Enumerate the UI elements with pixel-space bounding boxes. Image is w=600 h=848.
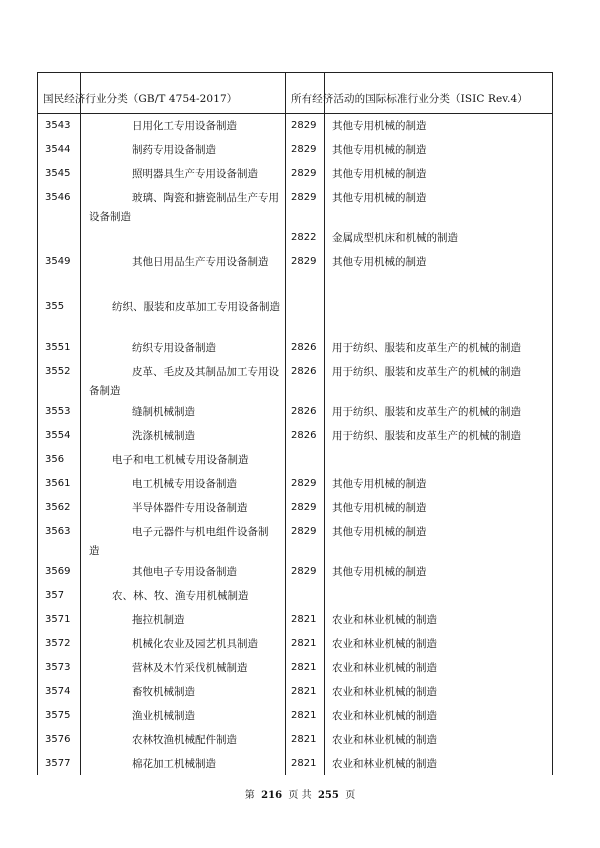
row-isic-name: 农业和林业机械的制造 xyxy=(332,686,437,698)
row-name: 电工机械专用设备制造 xyxy=(132,478,237,490)
row-name: 机械化农业及园艺机具制造 xyxy=(132,638,258,650)
row-code: 3575 xyxy=(45,710,71,721)
row-isic-code: 2826 xyxy=(291,342,317,353)
row-isic-code: 2829 xyxy=(291,478,317,489)
header-left: 国民经济行业分类（GB/T 4754-2017） xyxy=(43,93,238,105)
row-isic-name: 金属成型机床和机械的制造 xyxy=(332,232,458,244)
row-code: 3561 xyxy=(45,478,71,489)
row-name: 其他日用品生产专用设备制造 xyxy=(132,256,269,268)
row-isic-name: 用于纺织、服装和皮革生产的机械的制造 xyxy=(332,342,521,354)
page-footer xyxy=(0,786,600,801)
row-isic-code: 2821 xyxy=(291,662,317,673)
row-code: 355 xyxy=(45,301,65,312)
row-code: 3543 xyxy=(45,120,71,131)
row-name: 制药专用设备制造 xyxy=(132,144,216,156)
footer-middle: 页 共 xyxy=(288,790,312,801)
row-code: 3576 xyxy=(45,734,71,745)
row-isic-name: 农业和林业机械的制造 xyxy=(332,758,437,770)
header-right: 所有经济活动的国际标准行业分类（ISIC Rev.4） xyxy=(291,93,528,105)
table-border-right xyxy=(552,73,553,775)
row-name: 玻璃、陶瓷和搪瓷制品生产专用 xyxy=(132,192,279,204)
row-name: 设备制造 xyxy=(89,211,131,223)
row-name: 纺织专用设备制造 xyxy=(132,342,216,354)
row-isic-name: 农业和林业机械的制造 xyxy=(332,614,437,626)
classification-table xyxy=(37,72,553,775)
row-isic-name: 其他专用机械的制造 xyxy=(332,120,427,132)
row-code: 3569 xyxy=(45,566,71,577)
row-isic-name: 其他专用机械的制造 xyxy=(332,192,427,204)
row-isic-code: 2829 xyxy=(291,144,317,155)
row-code: 3574 xyxy=(45,686,71,697)
row-name: 皮革、毛皮及其制品加工专用设 xyxy=(132,366,279,378)
footer-suffix: 页 xyxy=(345,790,356,801)
row-isic-name: 其他专用机械的制造 xyxy=(332,478,427,490)
row-isic-name: 农业和林业机械的制造 xyxy=(332,734,437,746)
row-code: 3551 xyxy=(45,342,71,353)
row-isic-code: 2829 xyxy=(291,502,317,513)
row-name: 农、林、牧、渔专用机械制造 xyxy=(112,590,249,602)
row-code: 356 xyxy=(45,454,65,465)
row-code: 3553 xyxy=(45,406,71,417)
row-isic-code: 2829 xyxy=(291,192,317,203)
row-isic-code: 2821 xyxy=(291,758,317,769)
row-isic-code: 2829 xyxy=(291,120,317,131)
row-name: 棉花加工机械制造 xyxy=(132,758,216,770)
row-isic-code: 2821 xyxy=(291,710,317,721)
row-name: 缝制机械制造 xyxy=(132,406,195,418)
row-code: 3554 xyxy=(45,430,71,441)
row-name: 纺织、服装和皮革加工专用设备制造 xyxy=(112,301,280,313)
row-name: 营林及木竹采伐机械制造 xyxy=(132,662,248,674)
row-isic-name: 其他专用机械的制造 xyxy=(332,502,427,514)
row-isic-name: 用于纺织、服装和皮革生产的机械的制造 xyxy=(332,430,521,442)
total-pages: 255 xyxy=(317,790,339,801)
row-code: 3563 xyxy=(45,526,71,537)
page-number: 216 xyxy=(261,790,283,801)
row-code: 3573 xyxy=(45,662,71,673)
row-isic-name: 农业和林业机械的制造 xyxy=(332,662,437,674)
row-name: 半导体器件专用设备制造 xyxy=(132,502,248,514)
row-name: 电子元器件与机电组件设备制 xyxy=(132,526,269,538)
row-code: 3577 xyxy=(45,758,71,769)
row-code: 3562 xyxy=(45,502,71,513)
row-isic-code: 2826 xyxy=(291,430,317,441)
header-divider xyxy=(37,113,553,114)
table-border-left xyxy=(37,73,38,775)
row-code: 3571 xyxy=(45,614,71,625)
row-isic-code: 2826 xyxy=(291,366,317,377)
row-name: 渔业机械制造 xyxy=(132,710,195,722)
row-isic-code: 2829 xyxy=(291,168,317,179)
row-code: 3549 xyxy=(45,256,71,267)
row-isic-code: 2821 xyxy=(291,638,317,649)
column-divider-isic xyxy=(324,73,325,775)
row-code: 357 xyxy=(45,590,65,601)
row-isic-name: 其他专用机械的制造 xyxy=(332,168,427,180)
row-code: 3544 xyxy=(45,144,71,155)
row-isic-code: 2829 xyxy=(291,256,317,267)
row-isic-name: 用于纺织、服装和皮革生产的机械的制造 xyxy=(332,406,521,418)
row-isic-code: 2826 xyxy=(291,406,317,417)
row-name: 拖拉机制造 xyxy=(132,614,185,626)
row-name: 电子和电工机械专用设备制造 xyxy=(112,454,249,466)
row-isic-name: 其他专用机械的制造 xyxy=(332,526,427,538)
row-isic-code: 2821 xyxy=(291,734,317,745)
row-isic-name: 其他专用机械的制造 xyxy=(332,144,427,156)
row-isic-code: 2821 xyxy=(291,614,317,625)
row-name: 照明器具生产专用设备制造 xyxy=(132,168,258,180)
row-isic-code: 2829 xyxy=(291,526,317,537)
row-isic-name: 其他专用机械的制造 xyxy=(332,256,427,268)
row-isic-code: 2822 xyxy=(291,232,317,243)
row-code: 3552 xyxy=(45,366,71,377)
row-code: 3545 xyxy=(45,168,71,179)
row-code: 3572 xyxy=(45,638,71,649)
row-isic-name: 农业和林业机械的制造 xyxy=(332,710,437,722)
row-isic-code: 2829 xyxy=(291,566,317,577)
row-isic-code: 2821 xyxy=(291,686,317,697)
row-isic-name: 用于纺织、服装和皮革生产的机械的制造 xyxy=(332,366,521,378)
column-divider-center xyxy=(285,73,286,775)
row-name: 洗涤机械制造 xyxy=(132,430,195,442)
row-name: 畜牧机械制造 xyxy=(132,686,195,698)
row-name: 造 xyxy=(89,545,100,557)
column-divider-code xyxy=(80,73,81,775)
row-code: 3546 xyxy=(45,192,71,203)
row-isic-name: 其他专用机械的制造 xyxy=(332,566,427,578)
footer-prefix: 第 xyxy=(244,790,255,801)
row-name: 其他电子专用设备制造 xyxy=(132,566,237,578)
row-name: 农林牧渔机械配件制造 xyxy=(132,734,237,746)
row-isic-name: 农业和林业机械的制造 xyxy=(332,638,437,650)
row-name: 备制造 xyxy=(89,385,121,397)
row-name: 日用化工专用设备制造 xyxy=(132,120,237,132)
